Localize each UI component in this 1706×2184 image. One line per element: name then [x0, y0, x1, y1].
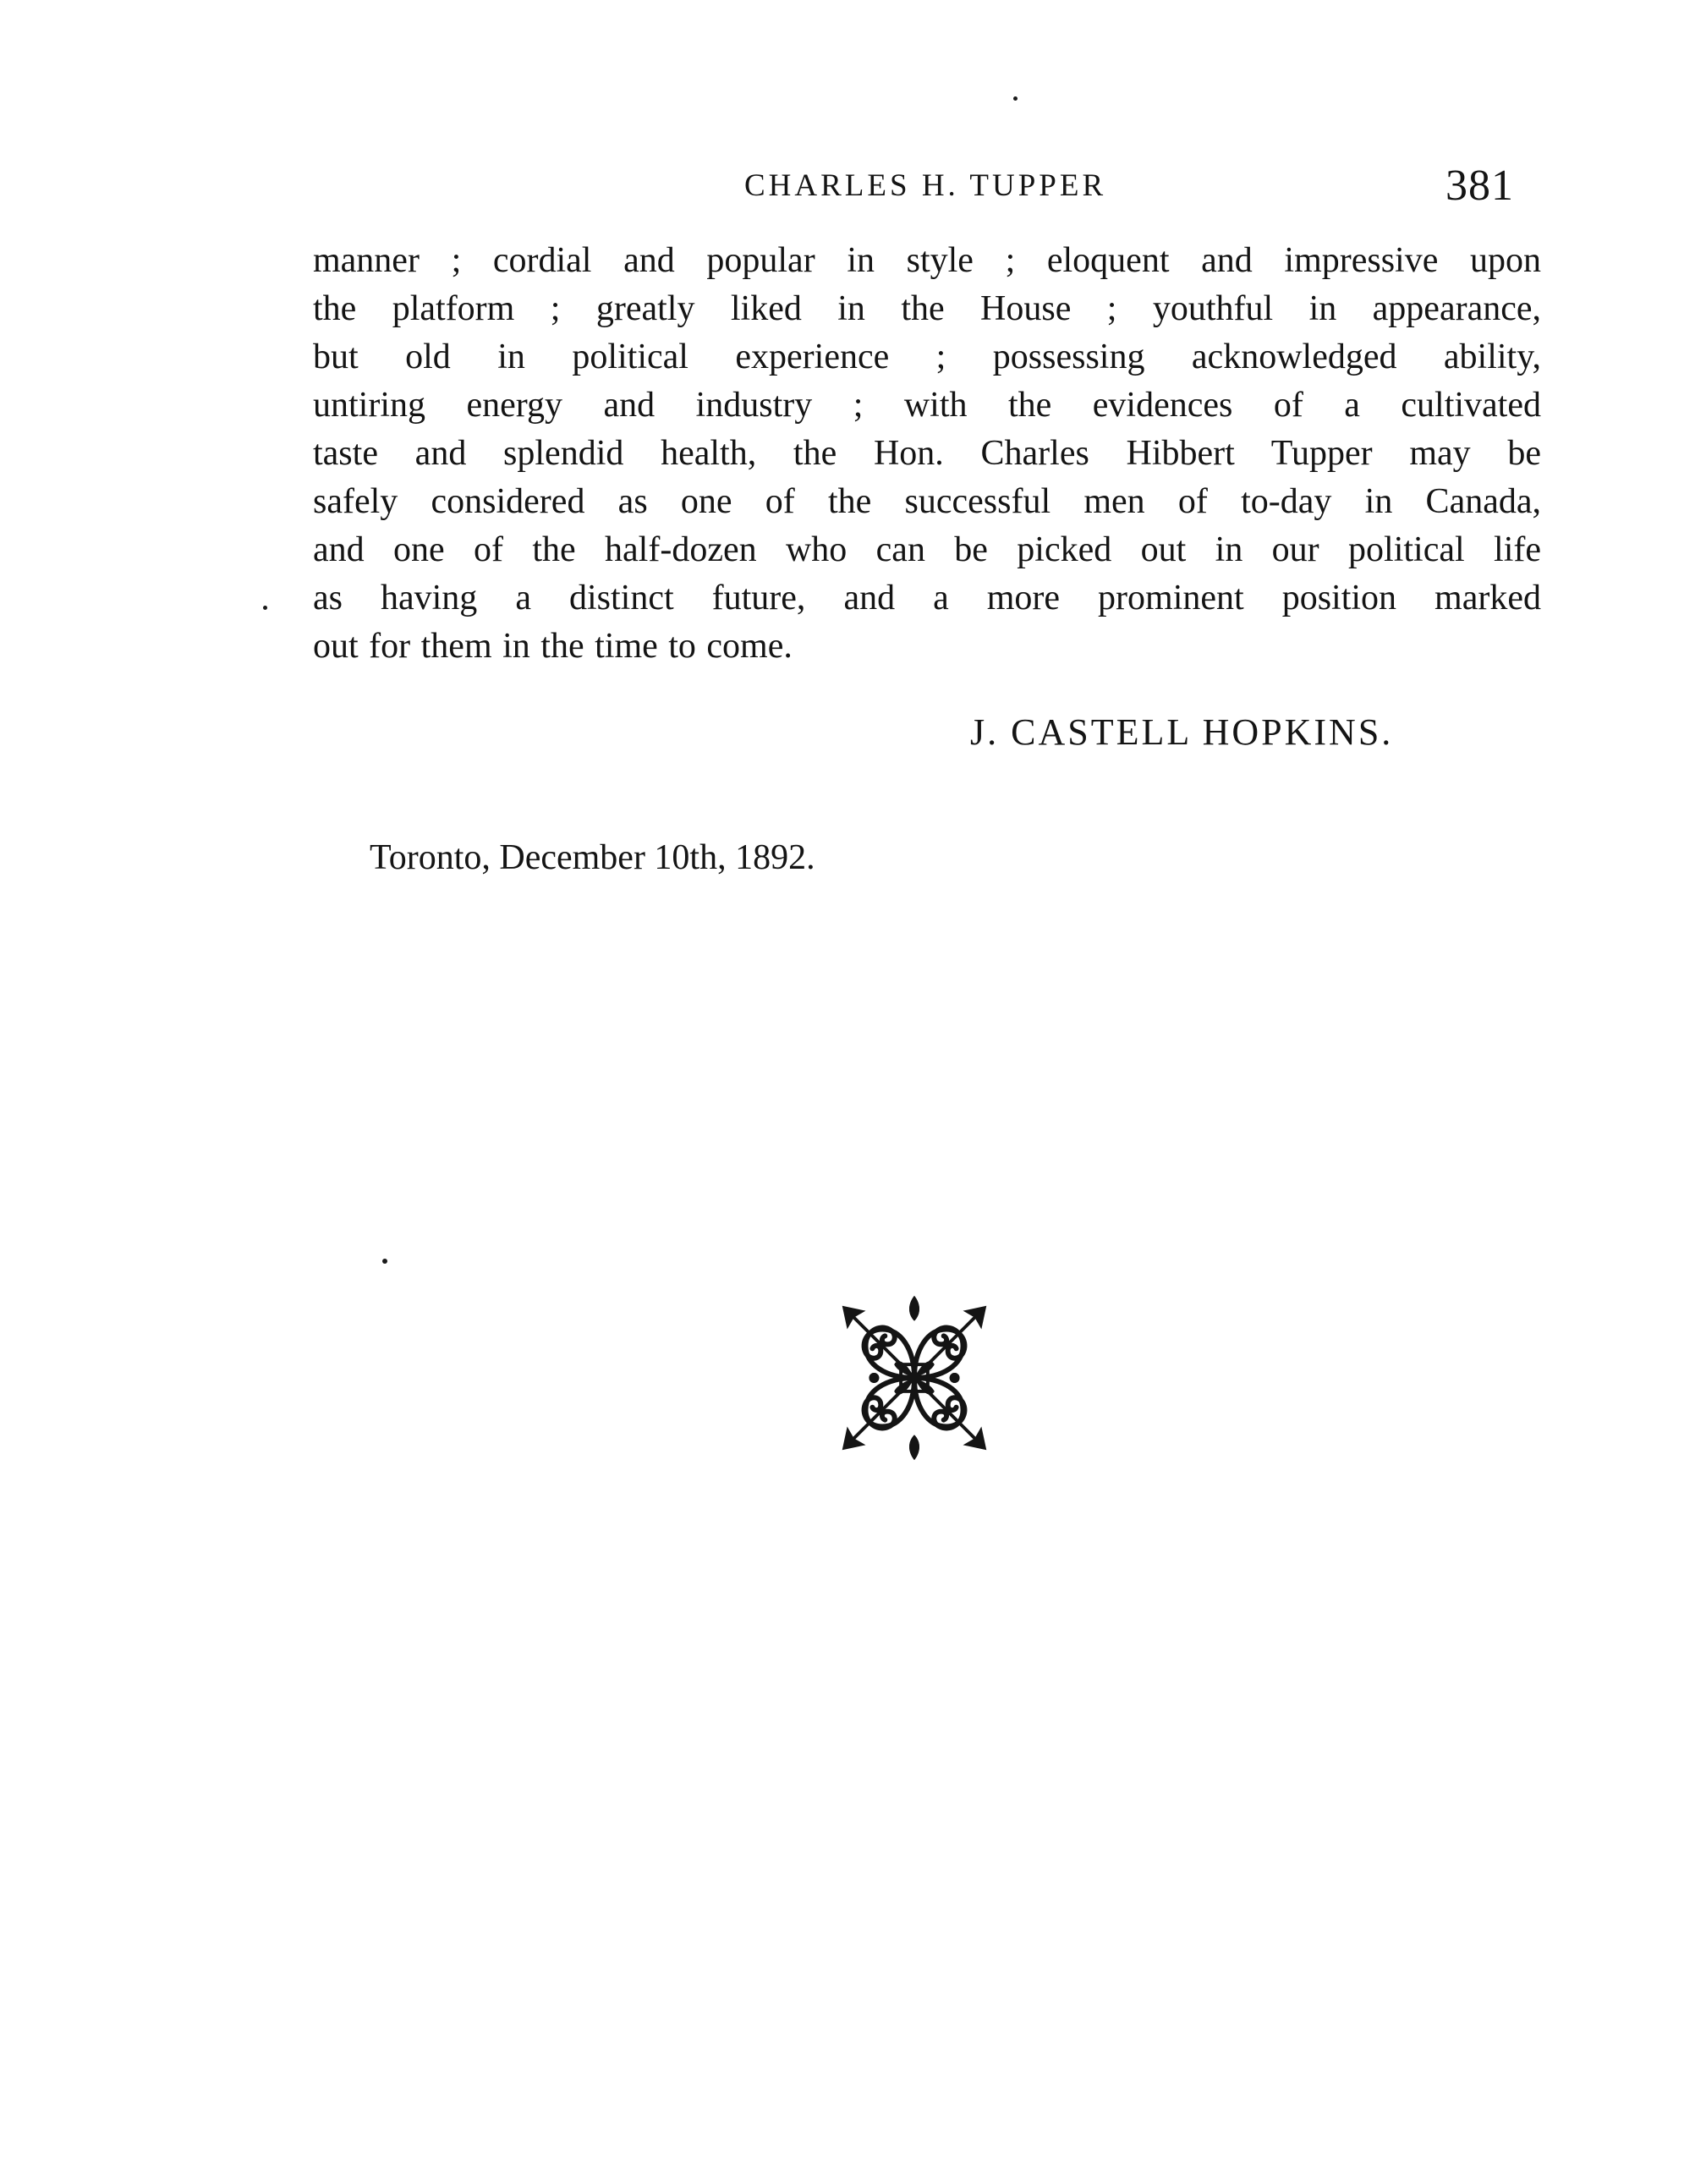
text-line: as having a distinct future, and a more prominent position marked — [313, 579, 1541, 617]
text-line: untiring energy and industry ; with the evidences of a cultivated — [313, 386, 1541, 425]
text-line: out for them in the time to come. — [313, 627, 793, 666]
running-head — [313, 161, 1514, 211]
text-line: but old in political experience ; possessing acknowledged ability, — [313, 337, 1541, 376]
ink-speck — [263, 606, 267, 610]
text-line: taste and splendid health, the Hon. Charles Hibbert Tupper may be — [313, 434, 1541, 473]
running-title: CHARLES H. TUPPER — [744, 168, 1107, 203]
text-line: the platform ; greatly liked in the House ; youthful in appearance, — [313, 289, 1541, 328]
text-line: safely considered as one of the successful men of to-day in Canada, — [313, 482, 1541, 521]
body-paragraph — [313, 237, 1541, 671]
text-line: manner ; cordial and popular in style ; eloquent and impressive upon — [313, 241, 1541, 280]
dateline: Toronto, December 10th, 1892. — [370, 838, 815, 877]
text-line: and one of the half-dozen who can be picked out in our political life — [313, 530, 1541, 569]
author-signature: J. CASTELL HOPKINS. — [970, 711, 1394, 753]
floral-tailpiece-icon — [814, 1277, 1015, 1479]
ink-speck — [382, 1259, 387, 1264]
page-number: 381 — [1445, 162, 1514, 210]
ink-speck — [1013, 96, 1018, 101]
